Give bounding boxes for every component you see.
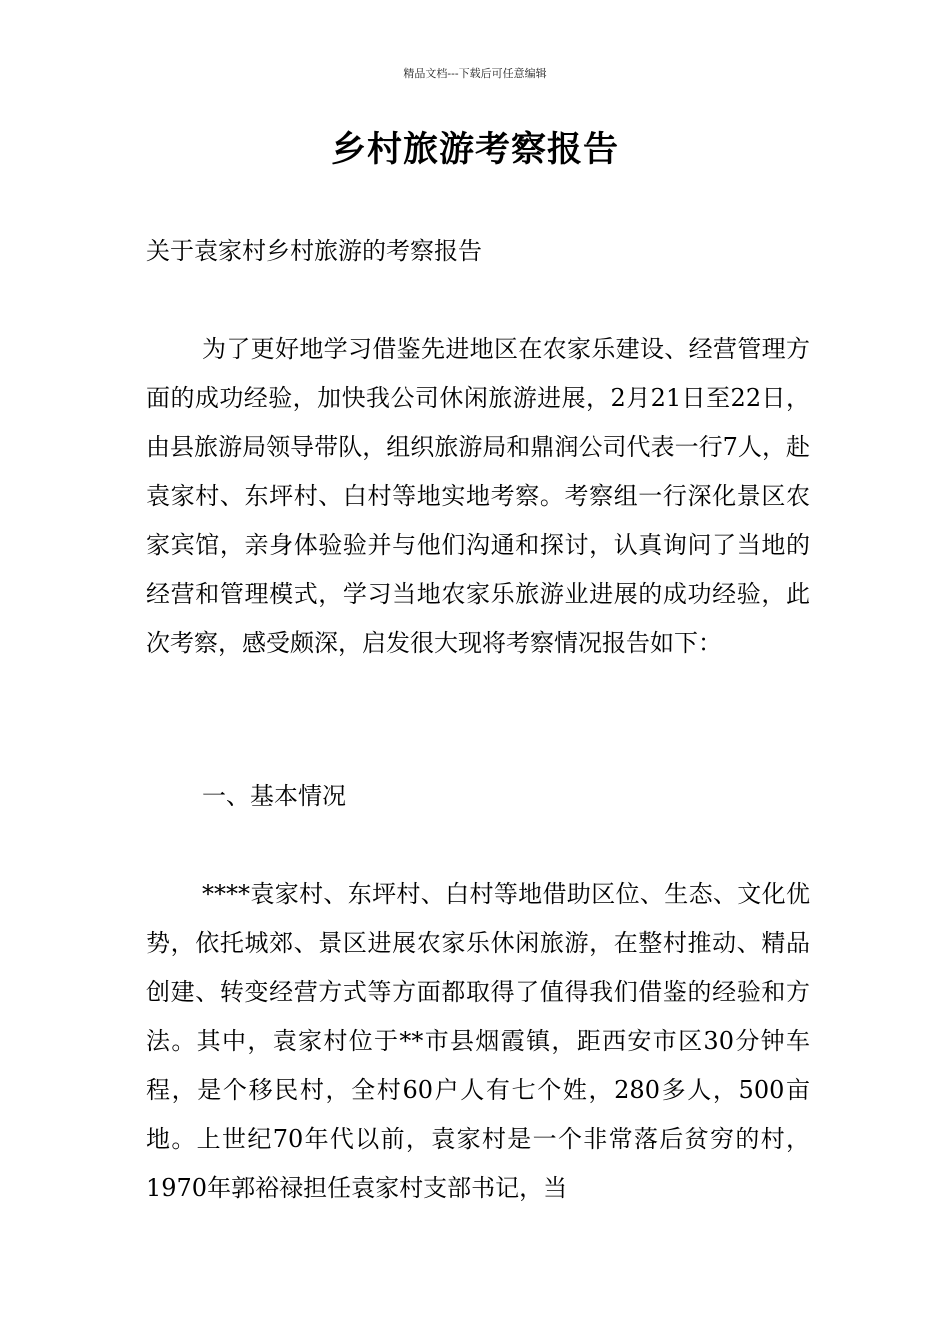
- document-title: 乡村旅游考察报告: [330, 129, 619, 170]
- document-subtitle: 关于袁家村乡村旅游的考察报告: [146, 237, 482, 265]
- body-paragraph-intro: 为了更好地学习借鉴先进地区在农家乐建设、经营管理方面的成功经验，加快我公司休闲旅游进展，2月21日至22日，由县旅游局领导带队，组织旅游局和鼎润公司代表一行7人，赴袁家村、东坪村、白村等地实地考察。考察组一行深化景区农家宾馆，亲身体验验并与他们沟通和探讨，认真询问了当地的经营和管理模式，学习当地农家乐旅游业进展的成功经验，此次考察，感受颇深，启发很大现将考察情况报告如下：: [146, 335, 810, 657]
- body-paragraph-basic-situation: ****袁家村、东坪村、白村等地借助区位、生态、文化优势，依托城郊、景区进展农家乐休闲旅游，在整村推动、精品创建、转变经营方式等方面都取得了值得我们借鉴的经验和方法。其中，袁家村位于**市县烟霞镇，距西安市区30分钟车程，是个移民村，全村60户人有七个姓，280多人，500亩地。上世纪70年代以前，袁家村是一个非常落后贫穷的村，1970年郭裕禄担任袁家村支部书记，当: [146, 880, 810, 1202]
- page-header-note: 精品文档---下载后可任意编辑: [403, 67, 547, 80]
- section-heading-basic-situation: 一、基本情况: [202, 782, 346, 810]
